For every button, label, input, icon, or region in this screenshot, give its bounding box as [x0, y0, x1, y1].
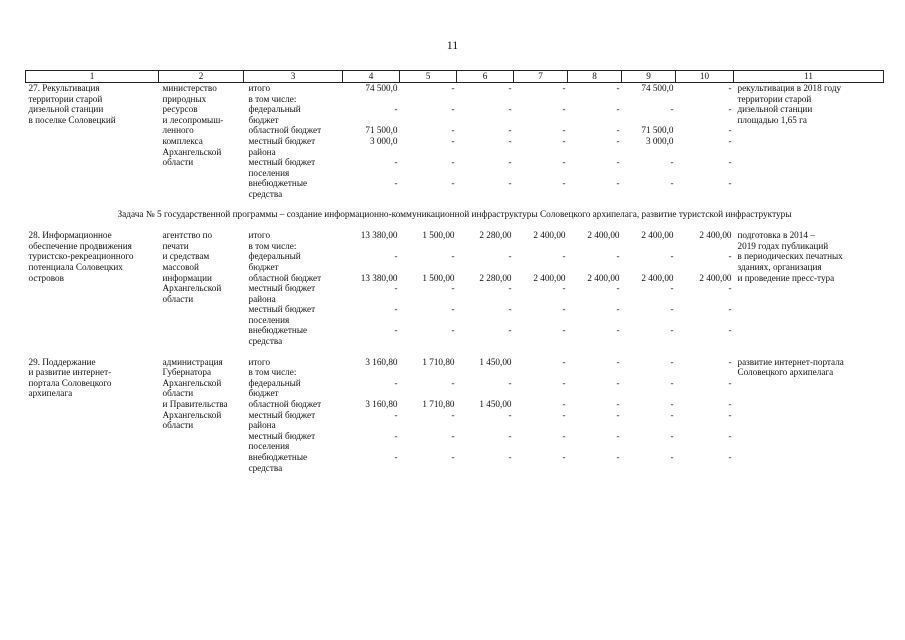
funding-value: - — [616, 125, 620, 136]
funding-value: - — [562, 356, 566, 367]
funding-value: - — [562, 135, 566, 146]
funding-value: - — [508, 325, 512, 336]
funding-value: - — [451, 452, 455, 462]
funding-row — [26, 357, 884, 368]
funding-source-label: федеральный бюджет — [248, 251, 301, 272]
funding-value: - — [451, 377, 455, 388]
column-header: 7 — [514, 71, 568, 83]
funding-value: 3 000,0 — [645, 135, 674, 146]
funding-value: - — [728, 135, 732, 146]
funding-value: - — [616, 178, 620, 189]
funding-value: - — [728, 304, 732, 315]
funding-value: - — [451, 157, 455, 168]
funding-value: - — [508, 83, 512, 93]
funding-source-label: федеральный бюджет — [248, 104, 301, 125]
funding-value: 1 500,00 — [422, 272, 455, 283]
funding-value — [676, 94, 734, 105]
funding-value: 71 500,0 — [365, 125, 398, 136]
funding-value: - — [562, 125, 566, 136]
funding-value: - — [562, 409, 566, 420]
funding-value: - — [451, 304, 455, 315]
funding-source-label: местный бюджет района — [248, 135, 316, 157]
funding-value: - — [670, 430, 674, 441]
funding-value: - — [728, 409, 732, 420]
funding-value: - — [394, 157, 398, 168]
funding-value: - — [728, 356, 732, 367]
funding-value: - — [451, 430, 455, 441]
column-header: 6 — [457, 71, 514, 83]
funding-value: - — [562, 83, 566, 93]
funding-value: - — [670, 304, 674, 315]
funding-value — [514, 367, 568, 378]
funding-value: - — [394, 283, 398, 294]
funding-value: - — [562, 283, 566, 294]
funding-value: - — [451, 251, 455, 262]
funding-value: - — [394, 430, 398, 441]
funding-value: - — [451, 178, 455, 189]
column-header: 4 — [343, 71, 400, 83]
funding-value — [343, 94, 400, 105]
funding-value: 2 400,00 — [587, 272, 620, 283]
funding-value: - — [670, 325, 674, 336]
column-header: 5 — [400, 71, 457, 83]
funding-value: - — [728, 251, 732, 262]
funding-value: - — [394, 409, 398, 420]
funding-value: - — [562, 178, 566, 189]
funding-value: - — [616, 452, 620, 462]
funding-value: - — [451, 83, 455, 93]
funding-value: 1 450,00 — [479, 356, 512, 367]
funding-value: 1 710,80 — [422, 399, 455, 410]
funding-value: - — [508, 377, 512, 388]
funding-value: - — [728, 377, 732, 388]
funding-value: - — [670, 452, 674, 462]
funding-source-label: итого — [248, 356, 271, 367]
funding-value: - — [508, 430, 512, 441]
funding-value: 3 160,80 — [365, 399, 398, 410]
funding-value — [676, 241, 734, 252]
program-table — [25, 70, 884, 473]
funding-row — [26, 230, 884, 241]
funding-source-label: областной бюджет — [248, 125, 322, 136]
funding-value: - — [670, 104, 674, 115]
funding-value: - — [508, 409, 512, 420]
funding-value: - — [451, 283, 455, 294]
funding-value: - — [508, 157, 512, 168]
funding-value: - — [562, 377, 566, 388]
funding-value: - — [451, 325, 455, 336]
funding-source-label: местный бюджет поселения — [248, 157, 316, 178]
funding-value — [457, 241, 514, 252]
funding-value: - — [508, 452, 512, 462]
funding-value: - — [616, 325, 620, 336]
funding-value: - — [616, 409, 620, 420]
funding-value — [622, 94, 676, 105]
activity-name: 28. Информационное обеспечение продвижения туристско-рекреационного потенциала Соловецких островов — [28, 230, 134, 283]
expected-result: подготовка в 2014 – 2019 годах публикаций в периодических печатных зданиях, организация и проведение пресс-тура — [737, 230, 843, 283]
funding-value: - — [562, 251, 566, 262]
funding-source-label: в том числе: — [248, 240, 297, 251]
funding-value: - — [562, 399, 566, 410]
funding-value: - — [616, 399, 620, 410]
funding-value: 2 400,00 — [641, 230, 674, 241]
funding-value: - — [451, 125, 455, 136]
funding-value — [622, 241, 676, 252]
spacer-row — [26, 347, 884, 357]
funding-source-label: внебюджетные средства — [248, 325, 308, 347]
funding-value: 2 400,00 — [533, 230, 566, 241]
funding-value: - — [562, 104, 566, 115]
funding-value: - — [728, 399, 732, 410]
funding-value: - — [562, 430, 566, 441]
funding-value: - — [728, 452, 732, 462]
funding-value — [343, 367, 400, 378]
funding-source-label: внебюджетные средства — [248, 178, 308, 199]
funding-value: - — [728, 430, 732, 441]
task-heading-row — [26, 200, 884, 231]
funding-source-label: итого — [248, 230, 271, 241]
funding-row — [26, 83, 884, 94]
funding-value: - — [394, 104, 398, 115]
funding-value — [457, 94, 514, 105]
funding-value: 2 280,00 — [479, 272, 512, 283]
funding-value: - — [616, 83, 620, 93]
funding-value: - — [670, 157, 674, 168]
spacer-cell — [26, 347, 884, 357]
funding-source-label: в том числе: — [248, 367, 297, 378]
executor: администрация Губернатора Архангельской области и Правительства Архангельской области — [162, 356, 228, 431]
funding-value: 2 400,00 — [699, 272, 732, 283]
funding-value: - — [451, 135, 455, 146]
funding-value: - — [508, 178, 512, 189]
funding-value: - — [562, 157, 566, 168]
funding-value: - — [670, 377, 674, 388]
funding-value: - — [670, 251, 674, 262]
funding-value: 2 400,00 — [641, 272, 674, 283]
funding-value: - — [508, 283, 512, 294]
funding-value: - — [616, 430, 620, 441]
funding-value — [514, 241, 568, 252]
funding-value: 1 500,00 — [422, 230, 455, 241]
funding-value: 3 000,0 — [369, 135, 398, 146]
funding-value: - — [670, 356, 674, 367]
funding-value — [457, 367, 514, 378]
funding-value: - — [451, 409, 455, 420]
funding-value: - — [670, 178, 674, 189]
funding-value: - — [394, 452, 398, 462]
activity-name: 27. Рекультивация территории старой дизельной станции в поселке Соловецкий — [28, 83, 116, 125]
funding-source-label: местный бюджет поселения — [248, 304, 316, 325]
funding-source-label: областной бюджет — [248, 399, 322, 410]
funding-value: - — [562, 325, 566, 336]
funding-value: - — [670, 399, 674, 410]
page-number: 11 — [446, 38, 459, 52]
funding-source-label: местный бюджет района — [248, 283, 316, 304]
funding-value: - — [616, 356, 620, 367]
funding-value: - — [616, 283, 620, 294]
funding-value: - — [616, 157, 620, 168]
funding-value: - — [728, 104, 732, 115]
funding-value: - — [616, 304, 620, 315]
expected-result: рекультивация в 2018 году территории старой дизельной станции площадью 1,65 га — [737, 83, 842, 125]
funding-value — [400, 367, 457, 378]
column-header: 8 — [568, 71, 622, 83]
column-header: 1 — [26, 71, 159, 83]
funding-value: - — [451, 104, 455, 115]
column-header: 11 — [734, 71, 884, 83]
funding-value: - — [394, 325, 398, 336]
funding-value: 1 710,80 — [422, 356, 455, 367]
funding-source-label: внебюджетные средства — [248, 452, 308, 473]
column-header: 9 — [622, 71, 676, 83]
funding-value: - — [616, 135, 620, 146]
funding-value: 13 380,00 — [360, 230, 398, 241]
funding-value: - — [728, 283, 732, 294]
funding-value: 1 450,00 — [479, 399, 512, 410]
funding-value — [568, 367, 622, 378]
funding-value: 2 400,00 — [699, 230, 732, 241]
funding-value: - — [728, 157, 732, 168]
funding-value: 13 380,00 — [360, 272, 398, 283]
funding-value: 74 500,0 — [641, 83, 674, 93]
funding-value — [622, 367, 676, 378]
funding-value — [400, 94, 457, 105]
funding-value — [514, 94, 568, 105]
activity-name: 29. Поддержание и развитие интернет- портала Соловецкого архипелага — [28, 356, 112, 399]
expected-result: развитие интернет-портала Соловецкого архипелага — [737, 356, 844, 378]
executor: министерство природных ресурсов и лесопромыш- ленного комплекса Архангельской области — [162, 83, 224, 168]
funding-value: - — [394, 251, 398, 262]
funding-source-label: в том числе: — [248, 93, 297, 104]
funding-value: - — [562, 304, 566, 315]
funding-source-label: местный бюджет района — [248, 409, 316, 431]
funding-value: 74 500,0 — [365, 83, 398, 93]
funding-source-label: итого — [248, 83, 271, 93]
funding-source-label: федеральный бюджет — [248, 377, 301, 399]
funding-value: - — [670, 283, 674, 294]
funding-value: - — [394, 178, 398, 189]
funding-value — [568, 94, 622, 105]
funding-value: - — [508, 135, 512, 146]
funding-value: 3 160,80 — [365, 356, 398, 367]
funding-value — [400, 241, 457, 252]
funding-value — [343, 241, 400, 252]
column-header: 10 — [676, 71, 734, 83]
funding-value: - — [616, 251, 620, 262]
funding-value: - — [728, 325, 732, 336]
funding-value: - — [394, 377, 398, 388]
funding-value: - — [728, 125, 732, 136]
funding-source-label: областной бюджет — [248, 272, 322, 283]
column-header: 3 — [244, 71, 343, 83]
funding-value: - — [728, 178, 732, 189]
funding-value: - — [616, 377, 620, 388]
funding-value: - — [394, 304, 398, 315]
column-header: 2 — [159, 71, 244, 83]
funding-value: - — [508, 125, 512, 136]
funding-value: 71 500,0 — [641, 125, 674, 136]
funding-value: - — [670, 409, 674, 420]
funding-value: - — [562, 452, 566, 462]
funding-value: - — [508, 304, 512, 315]
funding-value: - — [616, 104, 620, 115]
funding-value — [676, 367, 734, 378]
funding-source-label: местный бюджет поселения — [248, 430, 316, 452]
task-heading: Задача № 5 государственной программы – создание информационно-коммуникационной инфраструктуры Соловецкого архипелага, развитие туристской инфраструктуры — [117, 209, 792, 220]
funding-value: 2 400,00 — [587, 230, 620, 241]
funding-value: 2 400,00 — [533, 272, 566, 283]
column-number-row — [26, 71, 884, 83]
funding-value: - — [728, 83, 732, 93]
executor: агентство по печати и средствам массовой информации Архангельской области — [162, 230, 222, 304]
funding-value: - — [508, 251, 512, 262]
funding-value — [568, 241, 622, 252]
funding-value: - — [508, 104, 512, 115]
funding-value: 2 280,00 — [479, 230, 512, 241]
